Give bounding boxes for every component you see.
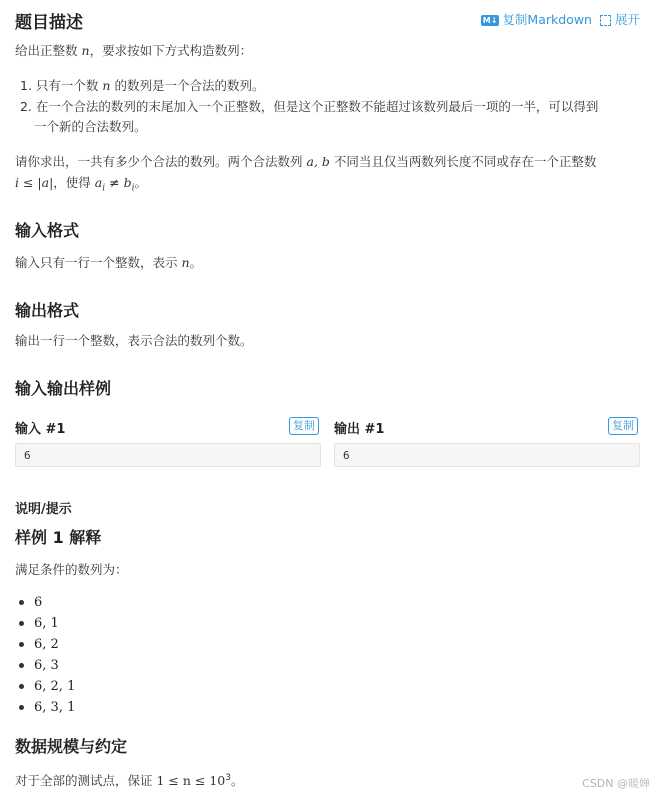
scale-end: 。 <box>230 773 244 789</box>
math-ab: a, b <box>306 154 330 169</box>
scale-sup: 3 <box>225 773 231 783</box>
header-actions <box>481 10 640 28</box>
output-format-title: 输出格式 <box>15 301 80 320</box>
rule-number: 1. <box>20 78 32 93</box>
scale-text-pre: 对于全部的测试点，保证 <box>15 773 153 789</box>
list-item <box>19 634 75 655</box>
input-format-title: 输入格式 <box>15 221 80 240</box>
list-item <box>19 592 75 613</box>
bullet <box>19 705 24 710</box>
scale-text <box>15 768 244 791</box>
rule-item-1 <box>20 76 264 96</box>
expand-icon <box>600 15 611 26</box>
page-title: 题目描述 <box>15 13 83 33</box>
sample-output-label: 输出 #1 <box>334 422 385 437</box>
expand-label: 展开 <box>614 12 640 27</box>
sequence-text: 6, 3 <box>34 658 59 673</box>
bullet <box>19 684 24 689</box>
bullet <box>19 600 24 605</box>
math-b: b <box>123 175 132 190</box>
satisfy-text: 满足条件的数列为： <box>15 562 128 577</box>
rule-text: 在一个合法的数列的末尾加入一个正整数，但是这个正整数不能超过该数列最后一项的一半，可以得到 <box>35 99 599 114</box>
sequence-text: 6, 1 <box>34 616 59 631</box>
markdown-icon: M↓ <box>482 16 498 25</box>
rule-number: 2. <box>20 99 32 114</box>
sample-input-label: 输入 #1 <box>15 422 66 437</box>
sample-input-box[interactable]: 6 <box>15 443 321 467</box>
intro-var: n <box>81 43 90 58</box>
math-sub-i: i <box>102 183 106 194</box>
math-sub-i-2: i <box>131 183 135 194</box>
scale-math: 1 ≤ n ≤ 10 <box>156 773 226 789</box>
bullet <box>19 621 24 626</box>
rule-item-2 <box>20 97 598 117</box>
input-format-var: n <box>181 255 190 270</box>
samples-title: 输入输出样例 <box>15 379 112 398</box>
copy-markdown-link[interactable] <box>481 10 592 28</box>
question-line-1 <box>15 152 596 172</box>
intro-text: 给出正整数 <box>15 43 78 58</box>
question-end: 。 <box>134 175 148 190</box>
sequence-text: 6, 3, 1 <box>34 700 76 715</box>
intro-paragraph <box>15 41 252 61</box>
sample-output-box[interactable]: 6 <box>334 443 640 467</box>
copy-input-button[interactable]: 复制 <box>289 417 319 435</box>
math-neq: ≠ <box>109 175 120 190</box>
watermark: CSDN @暖婵 <box>582 777 650 790</box>
input-format-text <box>15 253 202 273</box>
list-item <box>19 613 75 634</box>
math-i-le-a: i ≤ |a| <box>15 175 54 190</box>
question-mid: ，使得 <box>53 175 91 190</box>
rule-var: n <box>102 78 111 93</box>
list-item <box>19 676 75 697</box>
sequence-text: 6 <box>34 595 43 610</box>
input-format-pre: 输入只有一行一个整数，表示 <box>15 255 178 270</box>
hint-title: 说明/提示 <box>15 502 72 517</box>
rule-text: 只有一个数 <box>35 78 99 93</box>
rule-item-2-cont: 一个新的合法数列。 <box>34 119 147 134</box>
output-format-text: 输出一行一个整数，表示合法的数列个数。 <box>15 333 253 348</box>
copy-markdown-label: 复制Markdown <box>502 12 592 27</box>
expand-link[interactable] <box>600 10 640 28</box>
math-a: a <box>94 175 103 190</box>
bullet <box>19 663 24 668</box>
scale-title: 数据规模与约定 <box>15 737 128 756</box>
example-title: 样例 1 解释 <box>15 528 102 547</box>
intro-rest: ，要求按如下方式构造数列： <box>89 43 253 58</box>
question-text: 请你求出，一共有多少个合法的数列。两个合法数列 <box>15 154 303 169</box>
copy-output-button[interactable]: 复制 <box>608 417 638 435</box>
question-text-2: 不同当且仅当两数列长度不同或存在一个正整数 <box>333 154 597 169</box>
rule-text-post: 的数列是一个合法的数列。 <box>114 78 265 93</box>
question-line-2 <box>15 173 147 199</box>
sequence-text: 6, 2, 1 <box>34 679 76 694</box>
bullet <box>19 642 24 647</box>
sequence-text: 6, 2 <box>34 637 59 652</box>
sequence-list <box>19 592 75 718</box>
list-item <box>19 655 75 676</box>
input-format-end: 。 <box>189 255 203 270</box>
list-item <box>19 697 75 718</box>
